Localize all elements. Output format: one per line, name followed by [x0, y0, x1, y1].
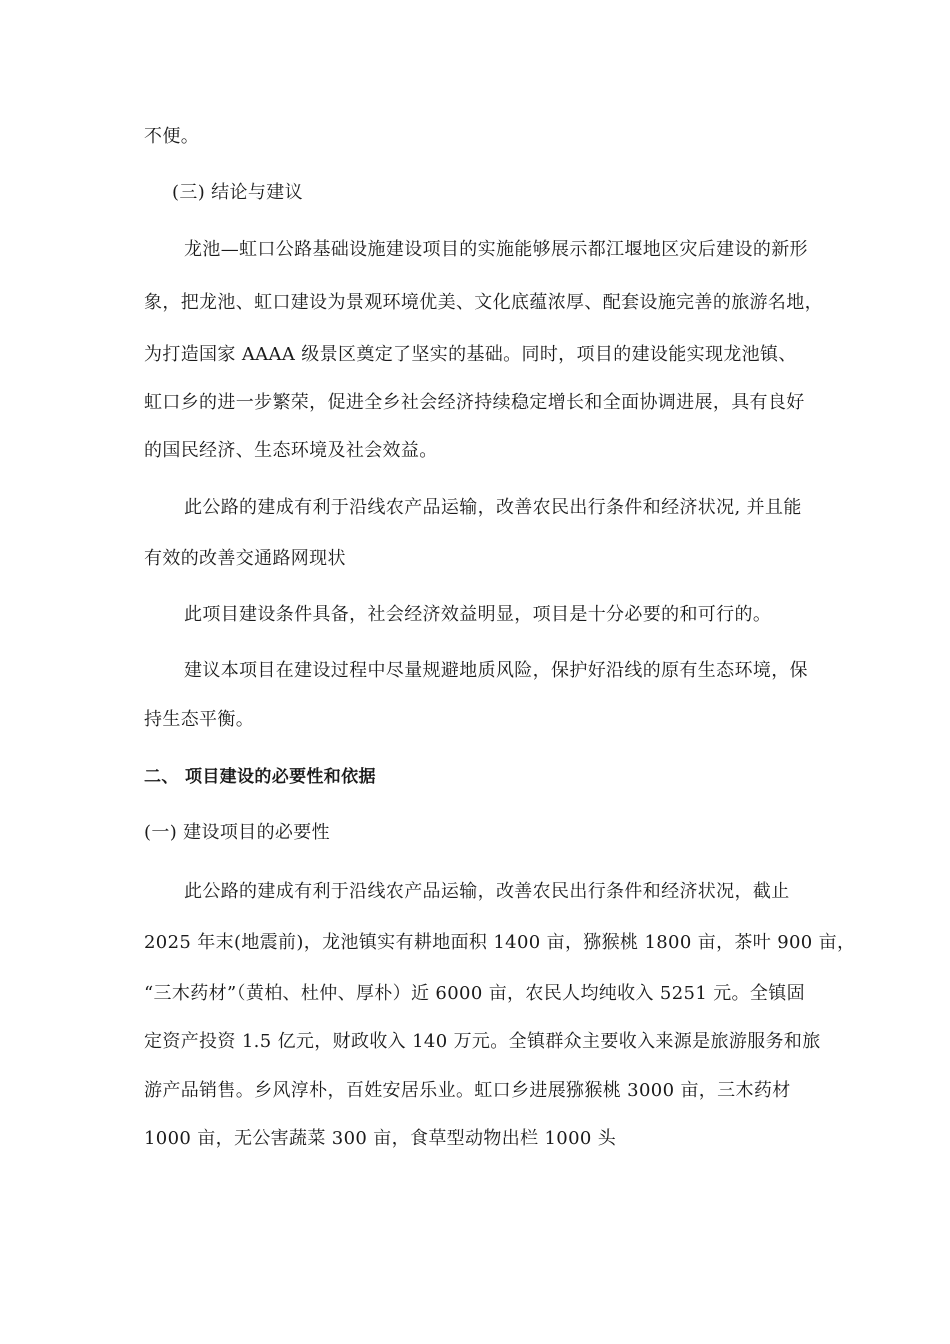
- text-line: “三木药材”（黄柏、杜仲、厚朴）近 6000 亩，农民人均纯收入 5251 元。全镇固: [144, 983, 805, 1004]
- text-line: 2025 年末(地震前)，龙池镇实有耕地面积 1400 亩，猕猴桃 1800 亩，茶叶 900 亩，: [144, 932, 856, 953]
- text-line: 的国民经济、生态环境及社会效益。: [144, 440, 438, 461]
- text-line: 有效的改善交通路网现状: [144, 548, 346, 569]
- text-line: 此公路的建成有利于沿线农产品运输，改善农民出行条件和经济状况，截止: [184, 881, 790, 902]
- text-line: 不便。: [144, 126, 200, 147]
- text-line: 持生态平衡。: [144, 709, 255, 730]
- text-line: 定资产投资 1.5 亿元，财政收入 140 万元。全镇群众主要收入来源是旅游服务和旅: [144, 1031, 821, 1052]
- text-line: 象，把龙池、虹口建设为景观环境优美、文化底蕴浓厚、配套设施完善的旅游名地，: [144, 292, 823, 313]
- text-line: 虹口乡的进一步繁荣，促进全乡社会经济持续稳定增长和全面协调进展，具有良好: [144, 392, 805, 413]
- subsection-heading: (一) 建设项目的必要性: [144, 822, 330, 843]
- subsection-heading: (三) 结论与建议: [172, 182, 303, 203]
- text-line: 为打造国家 AAAA 级景区奠定了坚实的基础。同时，项目的建设能实现龙池镇、: [144, 344, 797, 365]
- text-line: 此项目建设条件具备，社会经济效益明显，项目是十分必要的和可行的。: [184, 604, 772, 625]
- section-heading: 二、 项目建设的必要性和依据: [144, 767, 376, 787]
- text-line: 龙池—虹口公路基础设施建设项目的实施能够展示都江堰地区灾后建设的新形: [184, 239, 808, 260]
- text-line: 建议本项目在建设过程中尽量规避地质风险，保护好沿线的原有生态环境，保: [184, 660, 808, 681]
- text-line: 1000 亩，无公害蔬菜 300 亩，食草型动物出栏 1000 头: [144, 1128, 617, 1149]
- text-line: 游产品销售。乡风淳朴，百姓安居乐业。虹口乡进展猕猴桃 3000 亩，三木药材: [144, 1080, 791, 1101]
- text-line: 此公路的建成有利于沿线农产品运输，改善农民出行条件和经济状况, 并且能: [184, 497, 802, 518]
